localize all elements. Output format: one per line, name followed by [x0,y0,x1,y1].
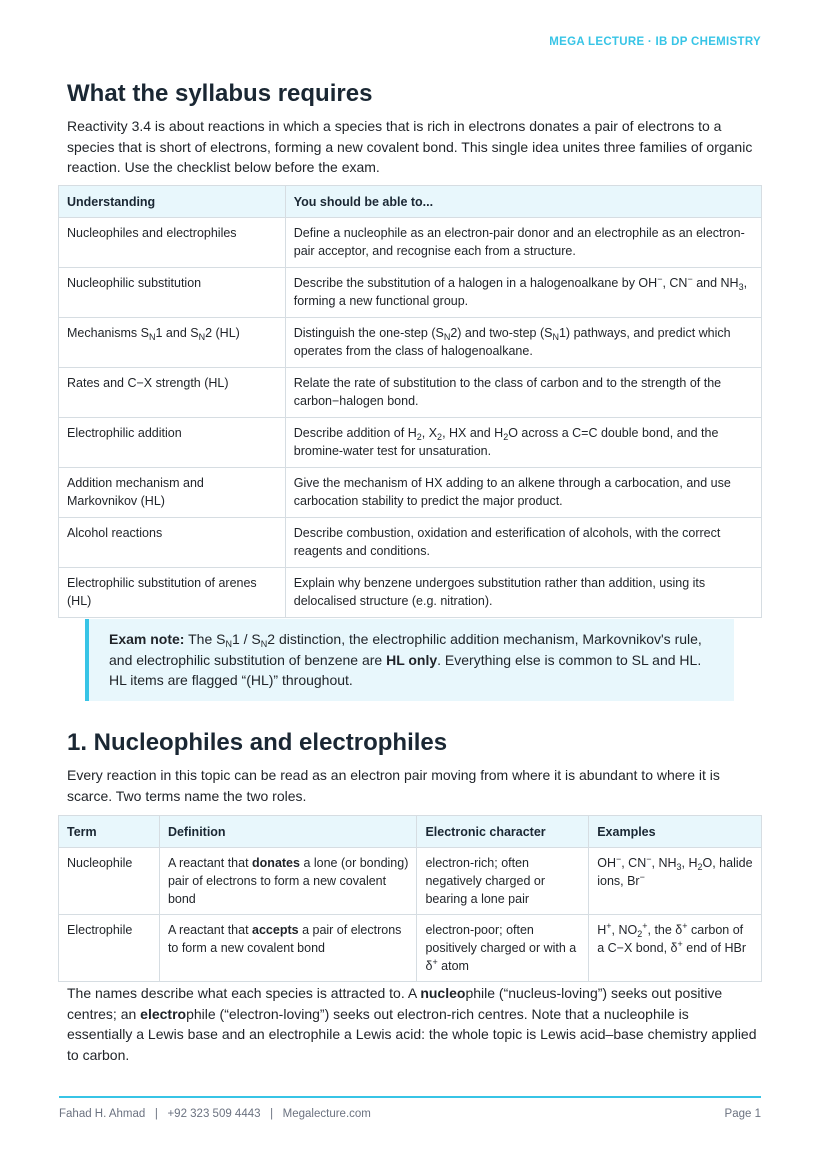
table-row [59,418,762,468]
table-cell: Alcohol reactions [59,518,286,568]
table-row [59,268,762,318]
table-cell: Nucleophilic substitution [59,268,286,318]
table-cell: Mechanisms $S_N1$ and $S_N2$ (HL) [59,318,286,368]
table-cell: electron-poor; often positively charged or with a δ+ atom [417,915,589,982]
section-title-nucleophiles: 1. Nucleophiles and electrophiles [67,729,448,756]
syllabus-table [58,185,762,618]
table-cell: Electrophilic addition [59,418,286,468]
table-row [59,518,762,568]
table-cell: Distinguish the one-step $(S_N2)$ and two-step $(S_N1)$ pathways, and predict which operates from the class of halogenoalkane. [285,318,761,368]
terms-table [58,815,762,982]
table-cell: Describe the substitution of a halogen in a halogenoalkane by OH−, CN− and $NH_3$, forming a new functional group. [285,268,761,318]
table-cell: H+, $NO_2^+$, the δ+ carbon of a C−X bond, δ+ end of HBr [589,915,762,982]
table-cell: Describe addition of $H_2$, $X_2$, HX and $H_2O$ across a C=C double bond, and the bromine-water test for unsaturation. [285,418,761,468]
column-header: Term [59,816,160,848]
table-cell: Rates and C−X strength (HL) [59,368,286,418]
table-header-row [59,186,762,218]
table-row [59,318,762,368]
column-header: You should be able to... [285,186,761,218]
table-cell: Nucleophiles and electrophiles [59,218,286,268]
nucleophiles-closing: The names describe what each species is attracted to. A nucleophile (“nucleus-loving”) seeks out positive centres; an electrophile (“electron-loving”) seeks out electron-rich centres. Note that a nucleophile is essentially a Lewis base and an electrophile a Lewis acid: the whole topic is Lewis acid–base chemistry applied to carbon. [67,985,757,1063]
table-cell: Addition mechanism and Markovnikov (HL) [59,468,286,518]
page-number: Page 1 [724,1108,761,1120]
table-cell: Describe combustion, oxidation and esterification of alcohols, with the correct reagents and conditions. [285,518,761,568]
column-header: Definition [159,816,417,848]
table-cell: Relate the rate of substitution to the class of carbon and to the strength of the carbon−halogen bond. [285,368,761,418]
column-header: Understanding [59,186,286,218]
column-header: Examples [589,816,762,848]
table-cell: A reactant that accepts a pair of electrons to form a new covalent bond [159,915,417,982]
table-cell: Electrophile [59,915,160,982]
table-row [59,568,762,618]
table-cell: Nucleophile [59,848,160,915]
syllabus-intro: Reactivity 3.4 is about reactions in which a species that is rich in electrons donates a pair of electrons to a species that is short of electrons, forming a new covalent bond. This single idea unites three families of organic reaction. Use the checklist below before the exam. [67,118,753,175]
table-row [59,368,762,418]
table-row [59,468,762,518]
table-cell: OH−, CN−, $NH_3$, $H_2O$, halide ions, Br− [589,848,762,915]
table-row [59,848,762,915]
exam-note-label: Exam note: [109,631,185,647]
table-cell: A reactant that donates a lone (or bonding) pair of electrons to form a new covalent bond [159,848,417,915]
table-cell: Define a nucleophile as an electron-pair donor and an electrophile as an electron-pair acceptor, and recognise each from a structure. [285,218,761,268]
table-row [59,218,762,268]
exam-note-callout: Exam note: The $S_N1 / S_N2$ distinction, the electrophilic addition mechanism, Markovnikov's rule, and electrophilic substitution of benzene are HL only. Everything else is common to SL and HL. HL items are flagged “(HL)” throughout. [85,619,734,701]
table-cell: electron-rich; often negatively charged or bearing a lone pair [417,848,589,915]
footer-contact: Fahad H. Ahmad | +92 323 509 4443 | Megalecture.com [59,1108,371,1120]
footer-divider [59,1096,761,1098]
table-cell: Give the mechanism of HX adding to an alkene through a carbocation, and use carbocation stability to predict the major product. [285,468,761,518]
section-title-syllabus: What the syllabus requires [67,80,373,107]
table-header-row [59,816,762,848]
table-row [59,915,762,982]
header-brand: MEGA LECTURE · IB DP CHEMISTRY [549,36,761,48]
table-cell: Electrophilic substitution of arenes (HL) [59,568,286,618]
column-header: Electronic character [417,816,589,848]
table-cell: Explain why benzene undergoes substitution rather than addition, using its delocalised structure (e.g. nitration). [285,568,761,618]
exam-note-emphasis: HL only [386,651,438,668]
nucleophiles-intro: Every reaction in this topic can be read as an electron pair moving from where it is abundant to where it is scarce. Two terms name the two roles. [67,767,720,804]
